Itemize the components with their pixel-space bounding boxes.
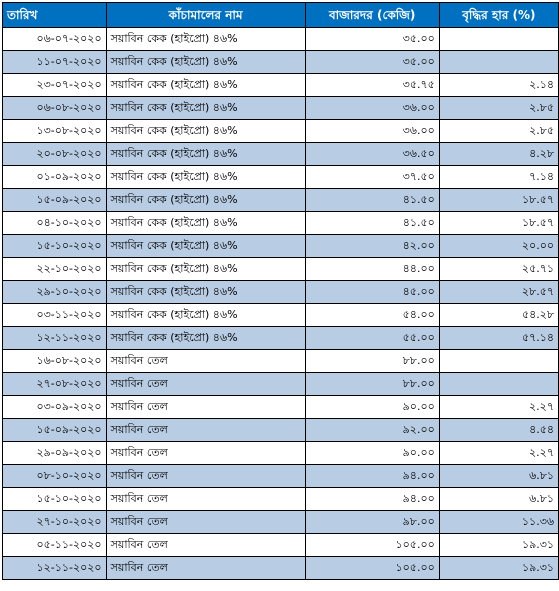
- date-cell[interactable]: ০৬-০৮-২০২০: [3, 97, 107, 120]
- date-cell[interactable]: ২২-১০-২০২০: [3, 258, 107, 281]
- material-name-cell[interactable]: সয়াবিন কেক (হাইপ্রো) ৪৬%: [106, 120, 305, 143]
- date-cell[interactable]: ১২-১১-২০২০: [3, 557, 107, 580]
- material-name-cell[interactable]: সয়াবিন তেল: [106, 419, 305, 442]
- material-name-cell[interactable]: সয়াবিন তেল: [106, 442, 305, 465]
- date-cell[interactable]: ২৯-১০-২০২০: [3, 281, 107, 304]
- growth-rate-cell[interactable]: ২.২৭: [439, 396, 558, 419]
- table-row: [3, 373, 559, 396]
- header-date[interactable]: তারিখ: [3, 3, 107, 28]
- market-price-cell[interactable]: ৫৫.০০: [305, 327, 439, 350]
- date-cell[interactable]: ০৩-১১-২০২০: [3, 304, 107, 327]
- market-price-cell[interactable]: ৪২.০০: [305, 235, 439, 258]
- table-row: [3, 419, 559, 442]
- table-row: [3, 534, 559, 557]
- growth-rate-cell[interactable]: ৫৭.১৪: [439, 327, 558, 350]
- table-row: [3, 166, 559, 189]
- table-row: [3, 120, 559, 143]
- market-price-cell[interactable]: ১০৫.০০: [305, 557, 439, 580]
- material-name-cell[interactable]: সয়াবিন কেক (হাইপ্রো) ৪৬%: [106, 189, 305, 212]
- date-cell[interactable]: ২৭-০৮-২০২০: [3, 373, 107, 396]
- table-row: [3, 442, 559, 465]
- table-row: [3, 557, 559, 580]
- material-name-cell[interactable]: সয়াবিন তেল: [106, 465, 305, 488]
- date-cell[interactable]: ২০-০৮-২০২০: [3, 143, 107, 166]
- growth-rate-cell[interactable]: [439, 350, 558, 373]
- material-name-cell[interactable]: সয়াবিন তেল: [106, 396, 305, 419]
- table-row: [3, 281, 559, 304]
- table-row: [3, 97, 559, 120]
- growth-rate-cell[interactable]: ২৫.৭১: [439, 258, 558, 281]
- market-price-cell[interactable]: ৪১.৫০: [305, 212, 439, 235]
- date-cell[interactable]: ১৫-১০-২০২০: [3, 488, 107, 511]
- market-price-cell[interactable]: ৩৫.০০: [305, 51, 439, 74]
- growth-rate-cell[interactable]: [439, 51, 558, 74]
- material-name-cell[interactable]: সয়াবিন কেক (হাইপ্রো) ৪৬%: [106, 304, 305, 327]
- material-name-cell[interactable]: সয়াবিন তেল: [106, 534, 305, 557]
- date-cell[interactable]: ১৩-০৮-২০২০: [3, 120, 107, 143]
- date-cell[interactable]: ০১-০৯-২০২০: [3, 166, 107, 189]
- growth-rate-cell[interactable]: ২.১৪: [439, 74, 558, 97]
- material-name-cell[interactable]: সয়াবিন কেক (হাইপ্রো) ৪৬%: [106, 143, 305, 166]
- market-price-cell[interactable]: ১০৫.০০: [305, 534, 439, 557]
- market-price-cell[interactable]: ৯৪.০০: [305, 488, 439, 511]
- market-price-cell[interactable]: ৩৫.০০: [305, 28, 439, 51]
- growth-rate-cell[interactable]: ২.২৭: [439, 442, 558, 465]
- growth-rate-cell[interactable]: ৬.৮১: [439, 488, 558, 511]
- market-price-cell[interactable]: ৯৪.০০: [305, 465, 439, 488]
- date-cell[interactable]: ১৫-০৯-২০২০: [3, 189, 107, 212]
- growth-rate-cell[interactable]: ৭.১৪: [439, 166, 558, 189]
- market-price-cell[interactable]: ৮৮.০০: [305, 373, 439, 396]
- material-name-cell[interactable]: সয়াবিন কেক (হাইপ্রো) ৪৬%: [106, 235, 305, 258]
- growth-rate-cell[interactable]: [439, 373, 558, 396]
- table-row: [3, 189, 559, 212]
- material-name-cell[interactable]: সয়াবিন কেক (হাইপ্রো) ৪৬%: [106, 327, 305, 350]
- table-row: [3, 396, 559, 419]
- table-row: [3, 511, 559, 534]
- material-name-cell[interactable]: সয়াবিন কেক (হাইপ্রো) ৪৬%: [106, 212, 305, 235]
- price-table: [2, 2, 559, 580]
- growth-rate-cell[interactable]: ২.৮৫: [439, 120, 558, 143]
- growth-rate-cell[interactable]: ২.৮৫: [439, 97, 558, 120]
- material-name-cell[interactable]: সয়াবিন তেল: [106, 350, 305, 373]
- header-market-price[interactable]: বাজারদর (কেজি): [305, 3, 439, 28]
- date-cell[interactable]: ০৬-০৭-২০২০: [3, 28, 107, 51]
- date-cell[interactable]: ২৯-০৯-২০২০: [3, 442, 107, 465]
- growth-rate-cell[interactable]: ১৯.৩১: [439, 534, 558, 557]
- date-cell[interactable]: ২৩-০৭-২০২০: [3, 74, 107, 97]
- table-header-row: [3, 3, 559, 28]
- header-material-name[interactable]: কাঁচামালের নাম: [106, 3, 305, 28]
- table-row: [3, 28, 559, 51]
- growth-rate-cell[interactable]: ৬.৮১: [439, 465, 558, 488]
- table-row: [3, 74, 559, 97]
- date-cell[interactable]: ০৪-১০-২০২০: [3, 212, 107, 235]
- date-cell[interactable]: ০৮-১০-২০২০: [3, 465, 107, 488]
- growth-rate-cell[interactable]: ১১.৩৬: [439, 511, 558, 534]
- market-price-cell[interactable]: ৯২.০০: [305, 419, 439, 442]
- market-price-cell[interactable]: ৪৫.০০: [305, 281, 439, 304]
- date-cell[interactable]: ১৫-০৯-২০২০: [3, 419, 107, 442]
- material-name-cell[interactable]: সয়াবিন কেক (হাইপ্রো) ৪৬%: [106, 166, 305, 189]
- market-price-cell[interactable]: ৩৭.৫০: [305, 166, 439, 189]
- growth-rate-cell[interactable]: ১৮.৫৭: [439, 189, 558, 212]
- header-growth-rate[interactable]: বৃদ্ধির হার (%): [439, 3, 558, 28]
- growth-rate-cell[interactable]: [439, 28, 558, 51]
- material-name-cell[interactable]: সয়াবিন তেল: [106, 557, 305, 580]
- growth-rate-cell[interactable]: ১৯.৩১: [439, 557, 558, 580]
- growth-rate-cell[interactable]: ১৮.৫৭: [439, 212, 558, 235]
- market-price-cell[interactable]: ৯০.০০: [305, 396, 439, 419]
- market-price-cell[interactable]: ৩৫.৭৫: [305, 74, 439, 97]
- market-price-cell[interactable]: ৯৮.০০: [305, 511, 439, 534]
- market-price-cell[interactable]: ৩৬.০০: [305, 97, 439, 120]
- table-row: [3, 350, 559, 373]
- material-name-cell[interactable]: সয়াবিন তেল: [106, 373, 305, 396]
- material-name-cell[interactable]: সয়াবিন তেল: [106, 511, 305, 534]
- table-row: [3, 304, 559, 327]
- growth-rate-cell[interactable]: ২৮.৫৭: [439, 281, 558, 304]
- material-name-cell[interactable]: সয়াবিন কেক (হাইপ্রো) ৪৬%: [106, 97, 305, 120]
- growth-rate-cell[interactable]: ২০.০০: [439, 235, 558, 258]
- market-price-cell[interactable]: ৯০.০০: [305, 442, 439, 465]
- material-name-cell[interactable]: সয়াবিন কেক (হাইপ্রো) ৪৬%: [106, 51, 305, 74]
- date-cell[interactable]: ১৫-১০-২০২০: [3, 235, 107, 258]
- material-name-cell[interactable]: সয়াবিন কেক (হাইপ্রো) ৪৬%: [106, 281, 305, 304]
- growth-rate-cell[interactable]: ৪.২৮: [439, 143, 558, 166]
- material-name-cell[interactable]: সয়াবিন কেক (হাইপ্রো) ৪৬%: [106, 28, 305, 51]
- price-table-sheet: [2, 2, 559, 580]
- table-row: [3, 327, 559, 350]
- table-row: [3, 212, 559, 235]
- growth-rate-cell[interactable]: ৪.৫৪: [439, 419, 558, 442]
- market-price-cell[interactable]: ৩৬.৫০: [305, 143, 439, 166]
- date-cell[interactable]: ১২-১১-২০২০: [3, 327, 107, 350]
- market-price-cell[interactable]: ৪৪.০০: [305, 258, 439, 281]
- table-row: [3, 488, 559, 511]
- table-body: [3, 28, 559, 580]
- material-name-cell[interactable]: সয়াবিন কেক (হাইপ্রো) ৪৬%: [106, 74, 305, 97]
- growth-rate-cell[interactable]: ৫৪.২৮: [439, 304, 558, 327]
- date-cell[interactable]: ২৭-১০-২০২০: [3, 511, 107, 534]
- date-cell[interactable]: ১১-০৭-২০২০: [3, 51, 107, 74]
- table-row: [3, 258, 559, 281]
- table-row: [3, 465, 559, 488]
- material-name-cell[interactable]: সয়াবিন তেল: [106, 488, 305, 511]
- market-price-cell[interactable]: ৪১.৫০: [305, 189, 439, 212]
- market-price-cell[interactable]: ৮৮.০০: [305, 350, 439, 373]
- market-price-cell[interactable]: ৫৪.০০: [305, 304, 439, 327]
- date-cell[interactable]: ০৫-১১-২০২০: [3, 534, 107, 557]
- market-price-cell[interactable]: ৩৬.০০: [305, 120, 439, 143]
- table-row: [3, 51, 559, 74]
- table-row: [3, 143, 559, 166]
- table-row: [3, 235, 559, 258]
- date-cell[interactable]: ১৬-০৮-২০২০: [3, 350, 107, 373]
- material-name-cell[interactable]: সয়াবিন কেক (হাইপ্রো) ৪৬%: [106, 258, 305, 281]
- date-cell[interactable]: ০৩-০৯-২০২০: [3, 396, 107, 419]
